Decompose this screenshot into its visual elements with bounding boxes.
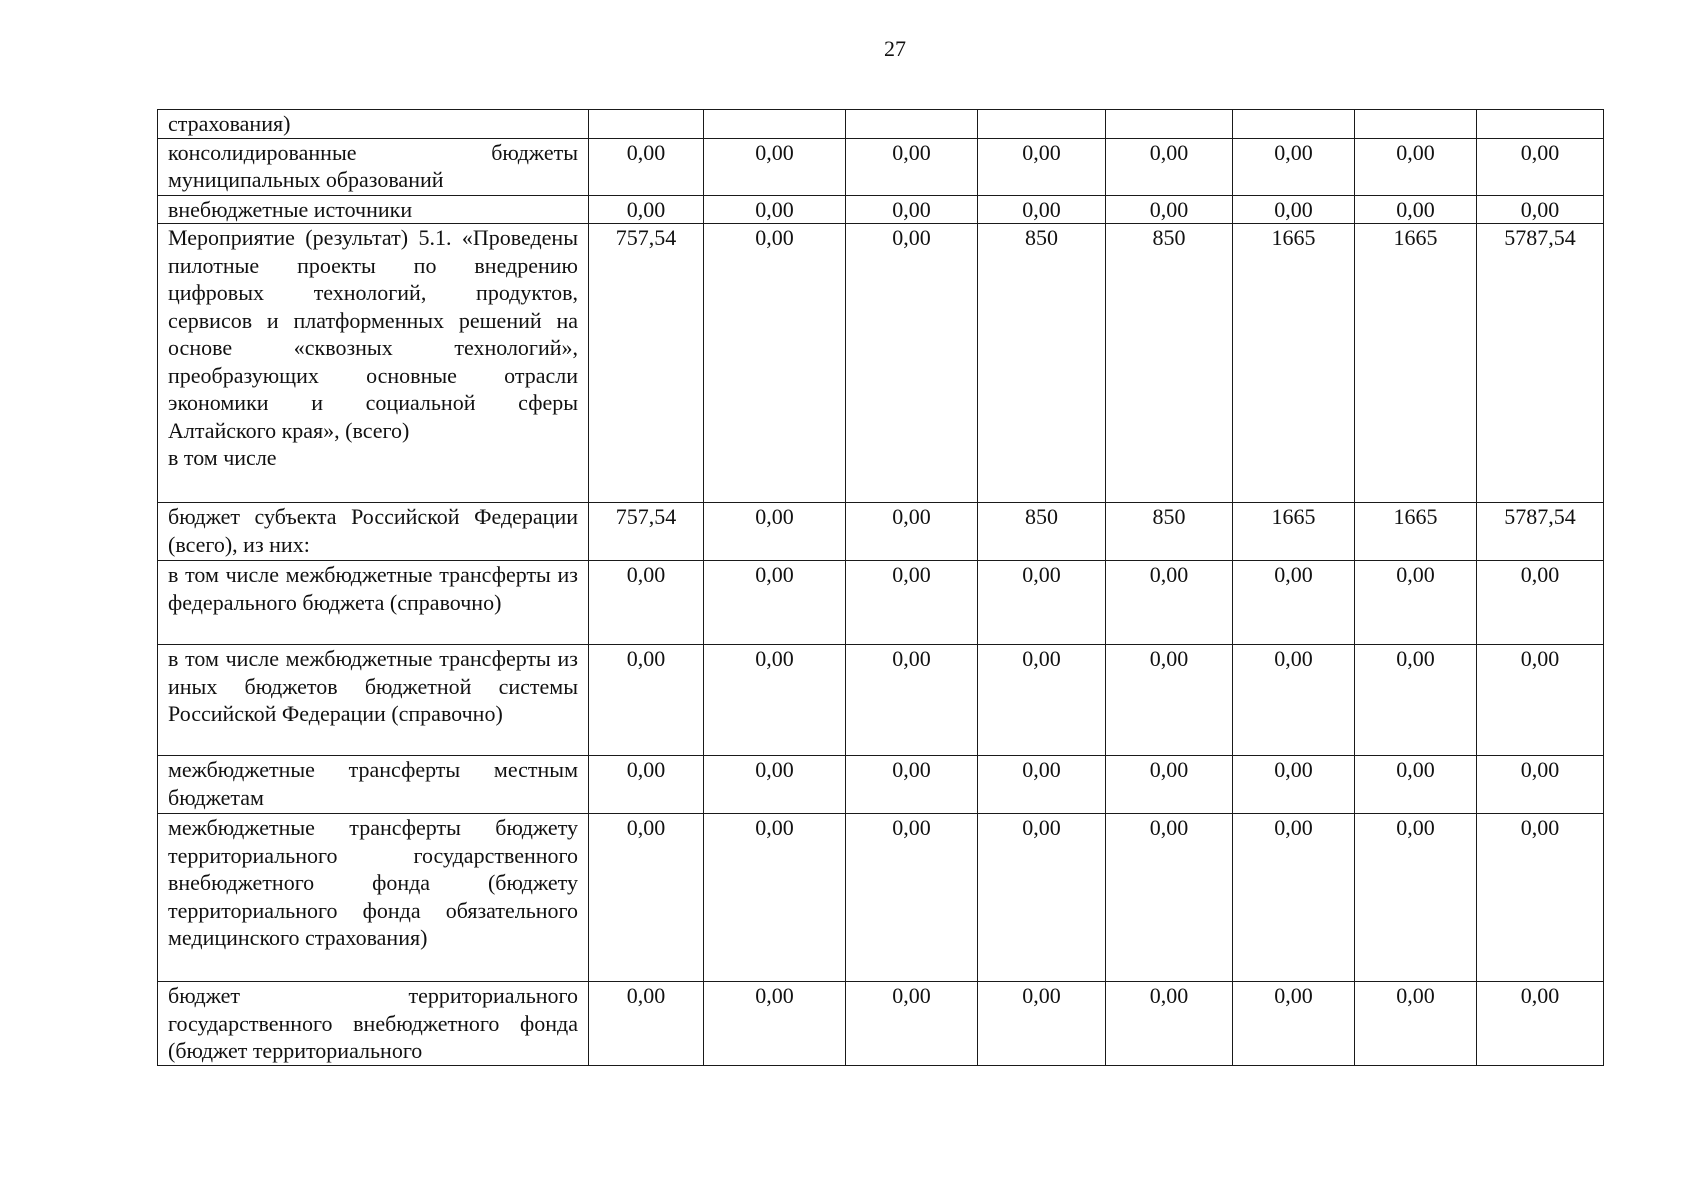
- value-cell: 0,00: [589, 756, 704, 814]
- row-label: в том числе межбюджетные трансферты из федерального бюджета (справочно): [158, 561, 589, 645]
- value-cell: 0,00: [704, 224, 846, 503]
- table-row: [158, 561, 1604, 645]
- value-cell: 0,00: [589, 138, 704, 195]
- value-cell: 0,00: [846, 138, 978, 195]
- row-label: внебюджетные источники: [158, 195, 589, 224]
- value-cell: 0,00: [1477, 982, 1604, 1066]
- row-label: консолидированные бюджеты муниципальных образований: [158, 138, 589, 195]
- value-cell: [1233, 110, 1355, 139]
- value-cell: 0,00: [589, 982, 704, 1066]
- value-cell: 0,00: [704, 756, 846, 814]
- row-label: бюджет территориального государственного внебюджетного фонда (бюджет территориального: [158, 982, 589, 1066]
- value-cell: 0,00: [1355, 138, 1477, 195]
- value-cell: [704, 110, 846, 139]
- row-label: Мероприятие (результат) 5.1. «Проведены пилотные проекты по внедрению цифровых технологий, продуктов, сервисов и платформенных решений на основе «сквозных технологий», преобразующих основные отрасли экономики и социальной сферы Алтайского края», (всего): [168, 225, 578, 443]
- row-label: межбюджетные трансферты бюджету территориального государственного внебюджетного фонда (бюджету территориального фонда обязательного медицинского страхования): [158, 814, 589, 982]
- value-cell: 0,00: [704, 503, 846, 561]
- value-cell: 0,00: [978, 814, 1106, 982]
- value-cell: 757,54: [589, 224, 704, 503]
- value-cell: 0,00: [704, 138, 846, 195]
- value-cell: 0,00: [1106, 645, 1233, 756]
- value-cell: 0,00: [1233, 756, 1355, 814]
- value-cell: 5787,54: [1477, 224, 1604, 503]
- row-label-extra: в том числе: [168, 445, 277, 470]
- page-number: 27: [884, 36, 906, 61]
- value-cell: 5787,54: [1477, 503, 1604, 561]
- value-cell: 850: [1106, 224, 1233, 503]
- row-label: межбюджетные трансферты местным бюджетам: [158, 756, 589, 814]
- value-cell: 0,00: [1106, 195, 1233, 224]
- value-cell: 0,00: [1233, 982, 1355, 1066]
- value-cell: 0,00: [704, 645, 846, 756]
- value-cell: 0,00: [1477, 195, 1604, 224]
- value-cell: 0,00: [1355, 645, 1477, 756]
- value-cell: 0,00: [704, 982, 846, 1066]
- value-cell: 0,00: [1233, 814, 1355, 982]
- value-cell: 0,00: [1106, 138, 1233, 195]
- value-cell: 1665: [1233, 224, 1355, 503]
- value-cell: 0,00: [846, 814, 978, 982]
- value-cell: [846, 110, 978, 139]
- value-cell: 0,00: [846, 561, 978, 645]
- value-cell: 0,00: [704, 814, 846, 982]
- value-cell: 0,00: [589, 195, 704, 224]
- value-cell: 0,00: [1106, 814, 1233, 982]
- value-cell: 0,00: [846, 503, 978, 561]
- value-cell: 0,00: [978, 195, 1106, 224]
- value-cell: 0,00: [846, 224, 978, 503]
- value-cell: 0,00: [1106, 756, 1233, 814]
- value-cell: 1665: [1233, 503, 1355, 561]
- value-cell: 0,00: [1477, 645, 1604, 756]
- value-cell: [978, 110, 1106, 139]
- value-cell: 0,00: [978, 138, 1106, 195]
- value-cell: 0,00: [589, 645, 704, 756]
- row-label: бюджет субъекта Российской Федерации (всего), из них:: [158, 503, 589, 561]
- value-cell: 0,00: [846, 195, 978, 224]
- row-label-cell: [158, 224, 589, 503]
- value-cell: 0,00: [978, 982, 1106, 1066]
- table-row: [158, 982, 1604, 1066]
- table-row: [158, 224, 1604, 503]
- value-cell: 1665: [1355, 224, 1477, 503]
- value-cell: 0,00: [1355, 561, 1477, 645]
- table-row: [158, 645, 1604, 756]
- value-cell: 0,00: [589, 561, 704, 645]
- value-cell: 0,00: [978, 756, 1106, 814]
- value-cell: 0,00: [1233, 561, 1355, 645]
- value-cell: 757,54: [589, 503, 704, 561]
- value-cell: 0,00: [846, 756, 978, 814]
- table-row: [158, 110, 1604, 139]
- table-row: [158, 138, 1604, 195]
- value-cell: 0,00: [1233, 138, 1355, 195]
- value-cell: [589, 110, 704, 139]
- value-cell: 850: [1106, 503, 1233, 561]
- value-cell: 0,00: [589, 814, 704, 982]
- value-cell: 0,00: [846, 645, 978, 756]
- value-cell: 0,00: [1355, 814, 1477, 982]
- value-cell: 0,00: [1355, 195, 1477, 224]
- table-row: [158, 503, 1604, 561]
- value-cell: 0,00: [1355, 756, 1477, 814]
- row-label: страхования): [158, 110, 589, 139]
- value-cell: 0,00: [1477, 561, 1604, 645]
- value-cell: 0,00: [846, 982, 978, 1066]
- value-cell: 0,00: [1233, 645, 1355, 756]
- table-row: [158, 756, 1604, 814]
- value-cell: 0,00: [704, 561, 846, 645]
- value-cell: 0,00: [1477, 138, 1604, 195]
- value-cell: 0,00: [1477, 814, 1604, 982]
- table-row: [158, 814, 1604, 982]
- value-cell: [1477, 110, 1604, 139]
- budget-table: [157, 109, 1604, 1066]
- value-cell: [1106, 110, 1233, 139]
- value-cell: 0,00: [1233, 195, 1355, 224]
- value-cell: 0,00: [1355, 982, 1477, 1066]
- table-row: [158, 195, 1604, 224]
- value-cell: 0,00: [704, 195, 846, 224]
- value-cell: 0,00: [1106, 982, 1233, 1066]
- value-cell: 850: [978, 224, 1106, 503]
- row-label: в том числе межбюджетные трансферты из иных бюджетов бюджетной системы Российской Федерации (справочно): [158, 645, 589, 756]
- value-cell: 0,00: [1106, 561, 1233, 645]
- value-cell: 0,00: [1477, 756, 1604, 814]
- value-cell: 0,00: [978, 645, 1106, 756]
- value-cell: 0,00: [978, 561, 1106, 645]
- value-cell: [1355, 110, 1477, 139]
- value-cell: 1665: [1355, 503, 1477, 561]
- value-cell: 850: [978, 503, 1106, 561]
